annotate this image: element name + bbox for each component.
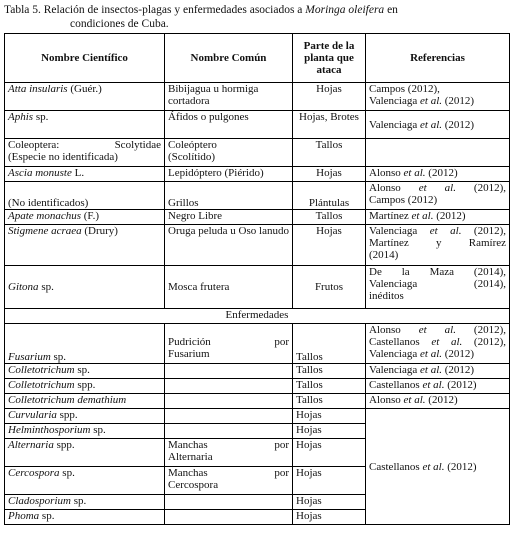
common-name: Manchas por Alternaria xyxy=(165,439,293,467)
header-plant-part: Parte de la planta que ataca xyxy=(293,34,366,83)
plant-part: Tallos xyxy=(293,210,366,225)
table-row xyxy=(5,139,510,167)
scientific-name: Colletotrichum spp. xyxy=(5,379,165,394)
table-row xyxy=(5,324,510,364)
table-caption xyxy=(4,3,512,31)
table-row xyxy=(5,409,510,424)
table-row xyxy=(5,225,510,266)
plant-part: Tallos xyxy=(293,139,366,167)
plant-part: Hojas xyxy=(293,467,366,495)
common-name xyxy=(165,409,293,424)
common-name xyxy=(165,495,293,510)
plant-part: Hojas, Brotes xyxy=(293,111,366,139)
plant-part: Hojas xyxy=(293,225,366,266)
plant-part: Hojas xyxy=(293,439,366,467)
table-row xyxy=(5,364,510,379)
common-name xyxy=(165,394,293,409)
common-name xyxy=(165,424,293,439)
plant-part: Tallos xyxy=(293,324,366,364)
common-name: Manchas por Cercospora xyxy=(165,467,293,495)
common-name: Oruga peluda u Oso lanudo xyxy=(165,225,293,266)
plant-part: Hojas xyxy=(293,495,366,510)
references xyxy=(366,139,510,167)
common-name: Mosca frutera xyxy=(165,266,293,309)
header-references: Referencias xyxy=(366,34,510,83)
plant-part: Hojas xyxy=(293,409,366,424)
scientific-name: Helminthosporium sp. xyxy=(5,424,165,439)
plant-part: Tallos xyxy=(293,394,366,409)
references: Alonso et al. (2012) xyxy=(366,167,510,182)
plant-part: Hojas xyxy=(293,83,366,111)
scientific-name: Curvularia spp. xyxy=(5,409,165,424)
scientific-name: Atta insularis (Guér.) xyxy=(5,83,165,111)
table-row xyxy=(5,379,510,394)
plant-part: Hojas xyxy=(293,510,366,525)
caption-species: Moringa oleifera xyxy=(305,4,385,16)
table-row xyxy=(5,266,510,309)
references: Alonso et al. (2012), Campos (2012) xyxy=(366,182,510,210)
scientific-name: Cladosporium sp. xyxy=(5,495,165,510)
table-row xyxy=(5,182,510,210)
section-title-diseases: Enfermedades xyxy=(5,309,510,324)
scientific-name: Colletotrichum sp. xyxy=(5,364,165,379)
common-name: Áfidos o pulgones xyxy=(165,111,293,139)
scientific-name: Phoma sp. xyxy=(5,510,165,525)
plant-part: Frutos xyxy=(293,266,366,309)
scientific-name: Stigmene acraea (Drury) xyxy=(5,225,165,266)
common-name: Pudrición por Fusarium xyxy=(165,324,293,364)
common-name: Grillos xyxy=(165,182,293,210)
scientific-name: Alternaria spp. xyxy=(5,439,165,467)
references: Castellanos et al. (2012) xyxy=(366,379,510,394)
header-common-name: Nombre Común xyxy=(165,34,293,83)
references-merged: Castellanos et al. (2012) xyxy=(366,409,510,525)
references: Alonso et al. (2012), Castellanos et al. (2012), Valenciaga et al. (2012) xyxy=(366,324,510,364)
table-row xyxy=(5,394,510,409)
common-name: Coleóptero (Scolítido) xyxy=(165,139,293,167)
references: Martínez et al. (2012) xyxy=(366,210,510,225)
references: De la Maza (2014), Valenciaga (2014), inéditos xyxy=(366,266,510,309)
plant-part: Tallos xyxy=(293,364,366,379)
table-row xyxy=(5,83,510,111)
pests-diseases-table xyxy=(4,33,510,525)
caption-line-2: condiciones de Cuba. xyxy=(70,18,169,30)
references: Valenciaga et al. (2012) xyxy=(366,111,510,139)
references: Alonso et al. (2012) xyxy=(366,394,510,409)
common-name xyxy=(165,379,293,394)
common-name xyxy=(165,510,293,525)
common-name: Bibijagua u hormiga cortadora xyxy=(165,83,293,111)
plant-part: Tallos xyxy=(293,379,366,394)
scientific-name: Cercospora sp. xyxy=(5,467,165,495)
table-header-row xyxy=(5,34,510,83)
references: Valenciaga et al. (2012), Martínez y Ramírez (2014) xyxy=(366,225,510,266)
table-row xyxy=(5,210,510,225)
plant-part: Plántulas xyxy=(293,182,366,210)
common-name: Lepidóptero (Piérido) xyxy=(165,167,293,182)
scientific-name: Ascia monuste L. xyxy=(5,167,165,182)
common-name xyxy=(165,364,293,379)
scientific-name: Coleoptera: Scolytidae (Especie no identificada) xyxy=(5,139,165,167)
section-row xyxy=(5,309,510,324)
references: Campos (2012), Valenciaga et al. (2012) xyxy=(366,83,510,111)
scientific-name: Gitona sp. xyxy=(5,266,165,309)
common-name: Negro Libre xyxy=(165,210,293,225)
scientific-name: Colletotrichum demathium xyxy=(5,394,165,409)
caption-text-end: en xyxy=(384,4,398,16)
scientific-name: (No identificados) xyxy=(5,182,165,210)
table-row xyxy=(5,167,510,182)
scientific-name: Apate monachus (F.) xyxy=(5,210,165,225)
scientific-name: Aphis sp. xyxy=(5,111,165,139)
table-row xyxy=(5,111,510,139)
references: Valenciaga et al. (2012) xyxy=(366,364,510,379)
scientific-name: Fusarium sp. xyxy=(5,324,165,364)
plant-part: Hojas xyxy=(293,424,366,439)
caption-text: Tabla 5. Relación de insectos-plagas y enfermedades asociados a xyxy=(4,4,306,16)
plant-part: Hojas xyxy=(293,167,366,182)
header-scientific-name: Nombre Científico xyxy=(5,34,165,83)
